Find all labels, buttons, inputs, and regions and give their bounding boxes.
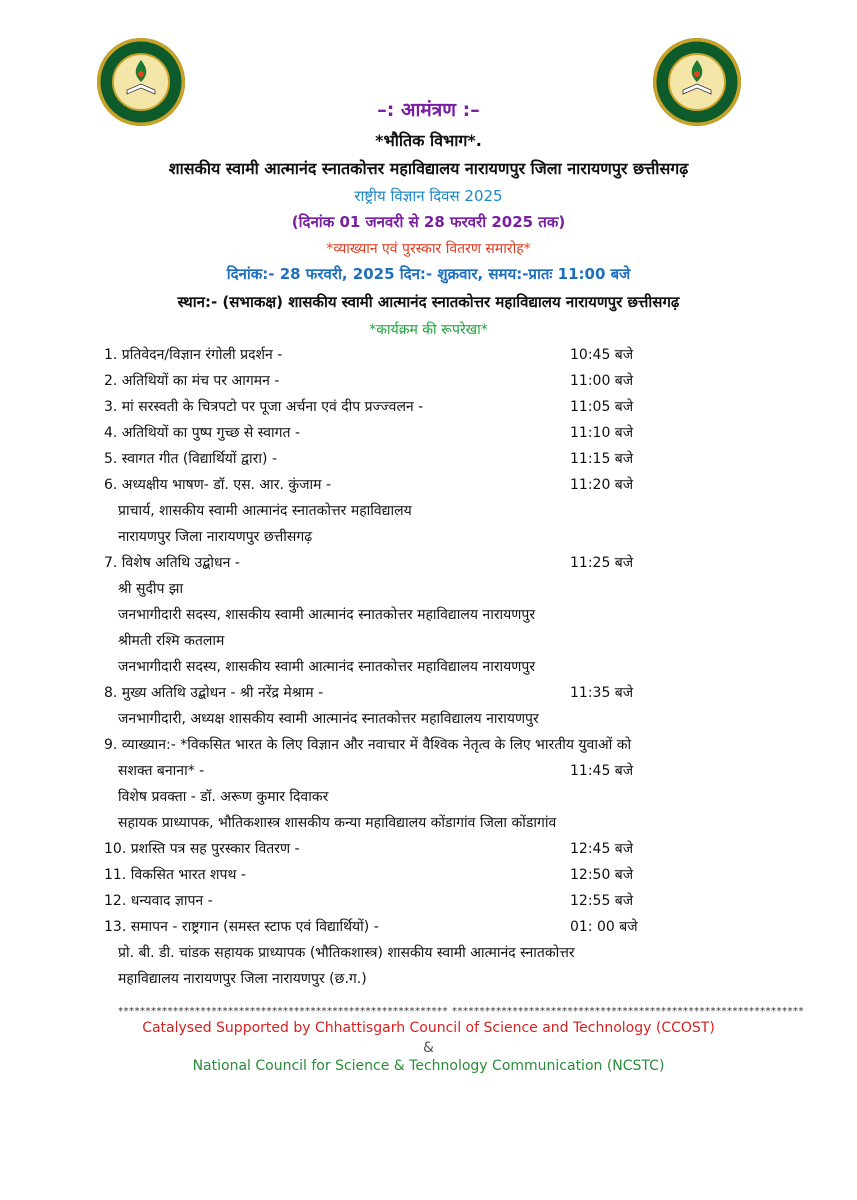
program-item-time: 11:00 बजे — [570, 373, 634, 389]
program-item-text: 2. अतिथियों का मंच पर आगमन - — [104, 373, 280, 389]
program-item-text: 7. विशेष अतिथि उद्बोधन - — [104, 555, 240, 571]
guest1-role: जनभागीदारी सदस्य, शासकीय स्वामी आत्मानंद स्नातकोत्तर महाविद्यालय नारायणपुर — [118, 607, 536, 623]
program-outline-heading: *कार्यक्रम की रूपरेखा* — [369, 322, 488, 338]
event-date-range: (दिनांक 01 जनवरी से 28 फरवरी 2025 तक) — [291, 213, 566, 231]
program-item-time: 12:55 बजे — [570, 893, 634, 909]
program-item — [0, 683, 857, 709]
program-item — [0, 345, 857, 371]
guest1-name: श्री सुदीप झा — [118, 581, 184, 597]
program-item — [0, 423, 857, 449]
program-item — [0, 553, 857, 579]
program-item-time: 11:10 बजे — [570, 425, 634, 441]
ceremony-title: *व्याख्यान एवं पुरस्कार वितरण समारोह* — [326, 241, 531, 257]
speaker-role: सहायक प्राध्यापक, भौतिकशास्त्र शासकीय कन्या महाविद्यालय कोंडागांव जिला कोंडागांव — [118, 815, 557, 831]
program-item-time: 11:15 बजे — [570, 451, 634, 467]
event-venue: स्थान:- (सभाकक्ष) शासकीय स्वामी आत्मानंद स्नातकोत्तर महाविद्यालय नारायणपुर छत्तीसगढ़ — [177, 293, 680, 311]
organizer-line-2: महाविद्यालय नारायणपुर जिला नारायणपुर (छ.ग.) — [118, 971, 367, 987]
principal-title: प्राचार्य, शासकीय स्वामी आत्मानंद स्नातकोत्तर महाविद्यालय — [118, 503, 412, 519]
program-item — [0, 449, 857, 475]
support-ncstc: National Council for Science & Technology Communication (NCSTC) — [192, 1058, 665, 1074]
program-item-text: 13. समापन - राष्ट्रगान (समस्त स्टाफ एवं विद्यार्थियों) - — [104, 919, 379, 935]
program-item — [0, 917, 857, 943]
organizer-line-1: प्रो. बी. डी. चांडक सहायक प्राध्यापक (भौतिकशास्त्र) शासकीय स्वामी आत्मानंद स्नातकोत्तर — [118, 945, 575, 961]
program-item — [0, 865, 857, 891]
invitation-heading: –: आमंत्रण :– — [377, 99, 480, 121]
program-item-text: 5. स्वागत गीत (विद्यार्थियों द्वारा) - — [104, 451, 277, 467]
divider-stars-left: ************************************************************ — [118, 1006, 448, 1017]
program-item — [0, 891, 857, 917]
program-item-time: 11:45 बजे — [570, 763, 634, 779]
college-name: शासकीय स्वामी आत्मानंद स्नातकोत्तर महाविद्यालय नारायणपुर जिला नारायणपुर छत्तीसगढ़ — [168, 159, 689, 178]
speaker-name: विशेष प्रवक्ता - डॉ. अरूण कुमार दिवाकर — [118, 789, 329, 805]
program-schedule — [0, 340, 857, 1000]
program-item-time: 12:50 बजे — [570, 867, 634, 883]
chief-guest-role: जनभागीदारी, अध्यक्ष शासकीय स्वामी आत्मानंद स्नातकोत्तर महाविद्यालय नारायणपुर — [118, 711, 539, 727]
program-item — [0, 371, 857, 397]
program-item — [0, 735, 857, 761]
guest2-role: जनभागीदारी सदस्य, शासकीय स्वामी आत्मानंद स्नातकोत्तर महाविद्यालय नारायणपुर — [118, 659, 536, 675]
program-item-time: 12:45 बजे — [570, 841, 634, 857]
program-item-text: 1. प्रतिवेदन/विज्ञान रंगोली प्रदर्शन - — [104, 347, 283, 363]
program-item-text: 3. मां सरस्वती के चित्रपटो पर पूजा अर्चना एवं दीप प्रज्ज्वलन - — [104, 399, 424, 415]
program-item — [0, 839, 857, 865]
science-day-title: राष्ट्रीय विज्ञान दिवस 2025 — [354, 187, 503, 205]
program-item-text: 8. मुख्य अतिथि उद्बोधन - श्री नरेंद्र मेश्राम - — [104, 685, 324, 701]
program-item-text: 4. अतिथियों का पुष्प गुच्छ से स्वागत - — [104, 425, 300, 441]
program-item-time: 11:05 बजे — [570, 399, 634, 415]
program-item — [0, 397, 857, 423]
support-ccost: Catalysed Supported by Chhattisgarh Council of Science and Technology (CCOST) — [142, 1020, 715, 1036]
divider-stars-right: **************************************************************** — [452, 1006, 804, 1017]
event-datetime: दिनांक:- 28 फरवरी, 2025 दिन:- शुक्रवार, समय:-प्रातः 11:00 बजे — [226, 265, 631, 283]
department-name: *भौतिक विभाग*. — [375, 131, 482, 150]
program-item-text: 12. धन्यवाद ज्ञापन - — [104, 893, 213, 909]
program-item-time: 11:20 बजे — [570, 477, 634, 493]
program-item-time: 11:25 बजे — [570, 555, 634, 571]
program-item-continued — [0, 761, 857, 787]
principal-place: नारायणपुर जिला नारायणपुर छत्तीसगढ़ — [118, 529, 313, 545]
program-item — [0, 475, 857, 501]
guest2-name: श्रीमती रश्मि कतलाम — [118, 633, 225, 649]
program-item-text: 9. व्याख्यान:- *विकसित भारत के लिए विज्ञान और नवाचार में वैश्विक नेतृत्व के लिए भारतीय युवाओं को — [104, 737, 632, 753]
program-item-text: 6. अध्यक्षीय भाषण- डॉ. एस. आर. कुंजाम - — [104, 477, 332, 493]
program-item-time: 01: 00 बजे — [570, 919, 638, 935]
program-item-time: 10:45 बजे — [570, 347, 634, 363]
program-item-text: 11. विकसित भारत शपथ - — [104, 867, 246, 883]
program-item-text: 10. प्रशस्ति पत्र सह पुरस्कार वितरण - — [104, 841, 300, 857]
support-ampersand: & — [423, 1040, 434, 1056]
program-item-time: 11:35 बजे — [570, 685, 634, 701]
program-item-text: सशक्त बनाना* - — [118, 763, 205, 779]
